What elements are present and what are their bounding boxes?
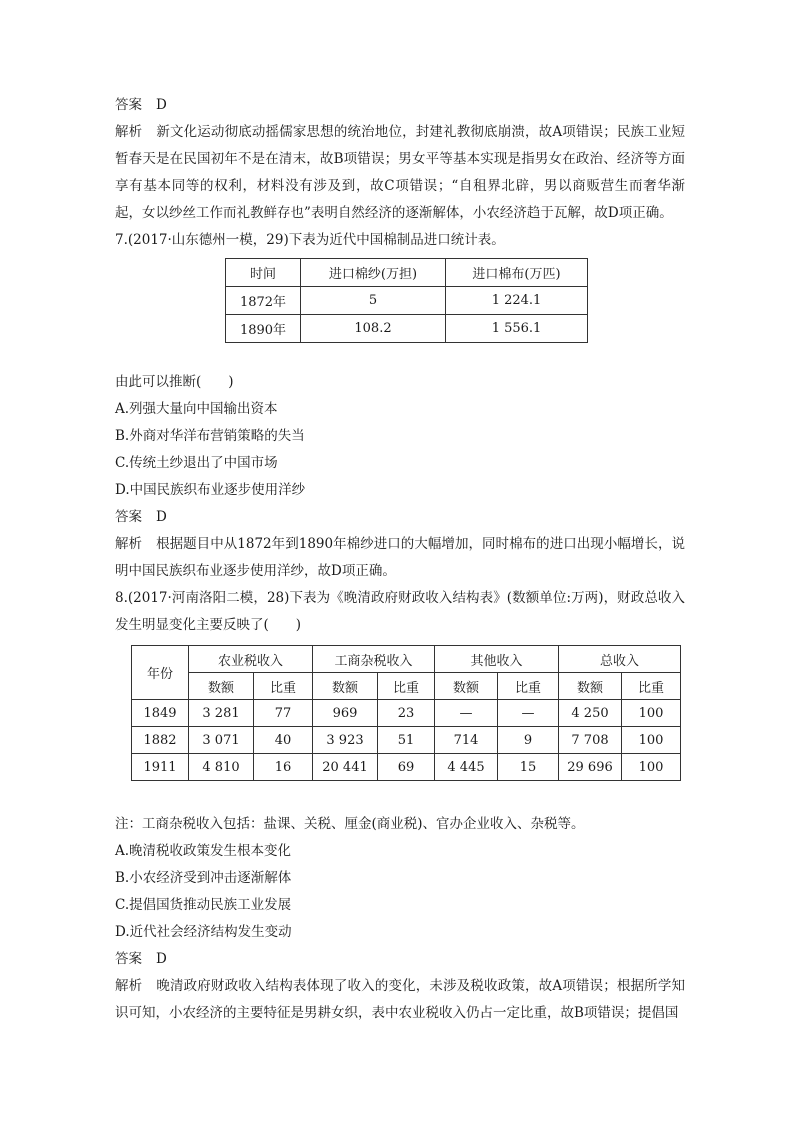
- table-subheader-cell: 数额: [189, 673, 254, 700]
- analysis-text: 根据题目中从1872年到1890年棉纱进口的大幅增加，同时棉布的进口出现小幅增长，说明中国民族织布业逐步使用洋纱，故D项正确。: [115, 536, 686, 579]
- table-group-header: 工商杂税收入: [313, 646, 435, 673]
- table-header-row: [132, 646, 681, 673]
- table-cell: 77: [254, 700, 313, 727]
- option-c: C.传统土纱退出了中国市场: [115, 455, 278, 471]
- table-cell: 4 810: [189, 754, 254, 781]
- table-cell: 1872年: [226, 287, 301, 315]
- table-cell: 16: [254, 754, 313, 781]
- option-d: D.近代社会经济结构发生变动: [115, 924, 292, 940]
- table-row: [132, 700, 681, 727]
- table-cell: 20 441: [313, 754, 378, 781]
- q7-analysis: [115, 531, 685, 585]
- table-group-header: 其他收入: [435, 646, 559, 673]
- table-header-cell: 进口棉布(万匹): [446, 259, 588, 287]
- q7-stem: 7.(2017·山东德州一模，29)下表为近代中国棉制品进口统计表。: [115, 232, 505, 248]
- cotton-import-table: [225, 258, 588, 343]
- table-cell: 1 556.1: [446, 315, 588, 343]
- table-cell: 100: [622, 700, 681, 727]
- table-row: [132, 727, 681, 754]
- table-cell: 3 071: [189, 727, 254, 754]
- table-subheader-cell: 数额: [559, 673, 622, 700]
- table-cell: 3 281: [189, 700, 254, 727]
- table-group-header: 总收入: [559, 646, 681, 673]
- table-subheader-cell: 比重: [378, 673, 435, 700]
- table-cell: 69: [378, 754, 435, 781]
- table-header-cell: 年份: [132, 646, 189, 700]
- table-row: [226, 287, 588, 315]
- table-cell: 108.2: [301, 315, 446, 343]
- table-cell: 100: [622, 727, 681, 754]
- table-cell: 1890年: [226, 315, 301, 343]
- table-cell: —: [435, 700, 498, 727]
- table-subheader-cell: 比重: [254, 673, 313, 700]
- table-subheader-cell: 比重: [498, 673, 559, 700]
- table-cell: 4 445: [435, 754, 498, 781]
- option-a: A.晚清税收政策发生根本变化: [115, 843, 292, 859]
- q7-prompt: 由此可以推断( ): [115, 374, 234, 390]
- q8-note: 注：工商杂税收入包括：盐课、关税、厘金(商业税)、官办企业收入、杂税等。: [115, 816, 585, 832]
- option-b: B.外商对华洋布营销策略的失当: [115, 428, 305, 444]
- table-cell: 29 696: [559, 754, 622, 781]
- table-header-cell: 时间: [226, 259, 301, 287]
- table-cell: 3 923: [313, 727, 378, 754]
- analysis-text: 晚清政府财政收入结构表体现了收入的变化，未涉及税收政策，故A项错误；根据所学知识可知，小农经济的主要特征是男耕女织，表中农业税收入仍占一定比重，故B项错误；提倡国: [115, 978, 685, 1021]
- option-b: B.小农经济受到冲击逐渐解体: [115, 870, 292, 886]
- table-subheader-cell: 比重: [622, 673, 681, 700]
- option-d: D.中国民族织布业逐步使用洋纱: [115, 482, 306, 498]
- option-a: A.列强大量向中国输出资本: [115, 401, 278, 417]
- table-cell: 7 708: [559, 727, 622, 754]
- table-cell: 4 250: [559, 700, 622, 727]
- q8-stem: 8.(2017·河南洛阳二模，28)下表为《晚清政府财政收入结构表》(数额单位:万两)，财政总收入发生明显变化主要反映了( ): [115, 590, 685, 633]
- table-cell: 1 224.1: [446, 287, 588, 315]
- table-cell: 5: [301, 287, 446, 315]
- table-header-row: [226, 259, 588, 287]
- answer-value: D: [156, 951, 167, 967]
- table-cell: 15: [498, 754, 559, 781]
- document-page: [115, 92, 685, 1027]
- table-cell: 1849: [132, 700, 189, 727]
- table-row: [132, 754, 681, 781]
- table-row: [226, 315, 588, 343]
- analysis-label: 解析: [115, 978, 143, 994]
- analysis-text: 新文化运动彻底动摇儒家思想的统治地位，封建礼教彻底崩溃，故A项错误；民族工业短暂春天是在民国初年不是在清末，故B项错误；男女平等基本实现是指男女在政治、经济等方面享有基本同等的权利，材料没有涉及到，故C项错误；“自租界北辟，男以商贩营生而奢华渐起，女以纱丝工作而礼教鲜存也”表明自然经济的逐渐解体，小农经济趋于瓦解，故D项正确。: [115, 124, 685, 221]
- table-subheader-row: [132, 673, 681, 700]
- q6-analysis: [115, 119, 685, 227]
- q7-answer: [115, 504, 685, 531]
- table-cell: 969: [313, 700, 378, 727]
- table-cell: 9: [498, 727, 559, 754]
- q8-answer: [115, 946, 685, 973]
- q6-answer: [115, 92, 685, 119]
- q8-analysis: [115, 973, 685, 1027]
- table-group-header: 农业税收入: [189, 646, 313, 673]
- table-cell: 100: [622, 754, 681, 781]
- analysis-label: 解析: [115, 124, 143, 140]
- table-cell: 714: [435, 727, 498, 754]
- answer-label: 答案: [115, 951, 142, 967]
- table-cell: 40: [254, 727, 313, 754]
- table-cell: 1882: [132, 727, 189, 754]
- table-cell: 23: [378, 700, 435, 727]
- table-subheader-cell: 数额: [313, 673, 378, 700]
- table-cell: 51: [378, 727, 435, 754]
- revenue-structure-table: [131, 645, 681, 781]
- table-header-cell: 进口棉纱(万担): [301, 259, 446, 287]
- answer-label: 答案: [115, 97, 142, 113]
- analysis-label: 解析: [115, 536, 143, 552]
- table-subheader-cell: 数额: [435, 673, 498, 700]
- answer-label: 答案: [115, 509, 142, 525]
- answer-value: D: [156, 97, 167, 113]
- table-cell: —: [498, 700, 559, 727]
- answer-value: D: [156, 509, 167, 525]
- option-c: C.提倡国货推动民族工业发展: [115, 897, 292, 913]
- table-cell: 1911: [132, 754, 189, 781]
